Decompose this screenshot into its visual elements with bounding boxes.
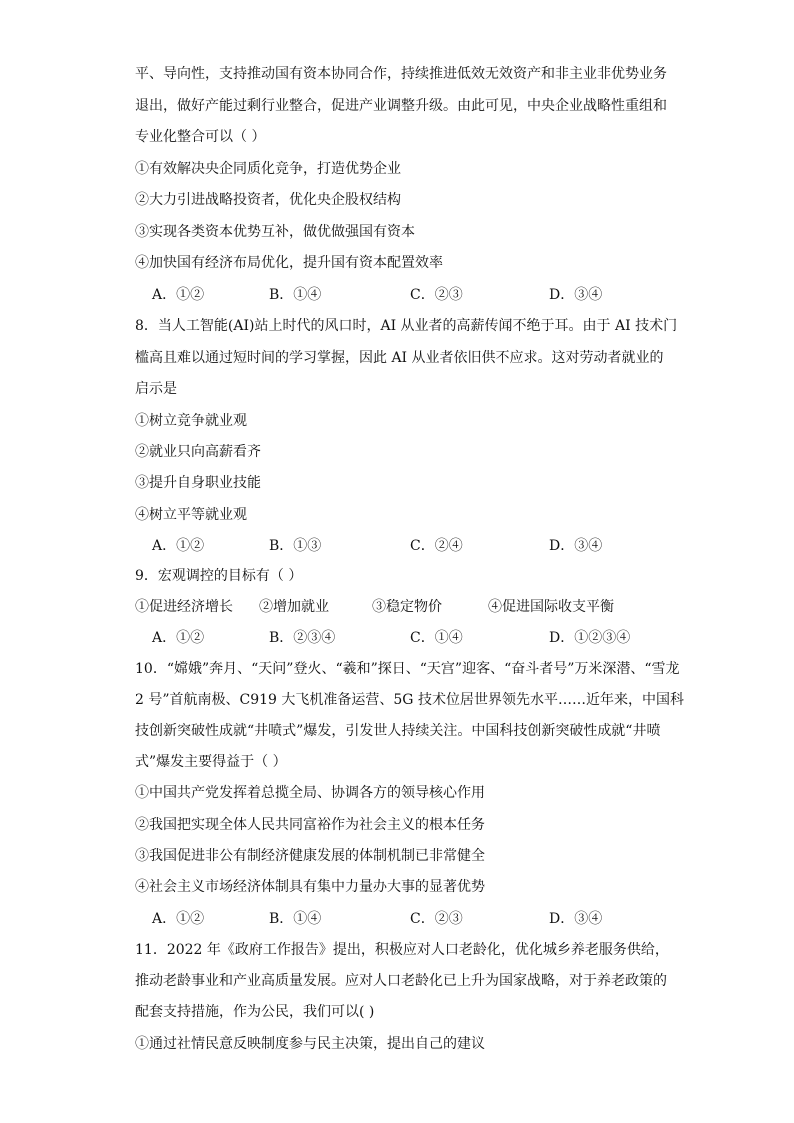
q10-statement-2: ②我国把实现全体人民共同富裕作为社会主义的根本任务 <box>135 817 485 833</box>
q7-statement-3: ③实现各类资本优势互补，做优做强国有资本 <box>135 224 415 240</box>
q7-statement-1: ①有效解决央企同质化竞争，打造优势企业 <box>135 161 401 177</box>
q10-options <box>152 909 672 929</box>
q8-stem-line-2: 槛高且难以通过短时间的学习掌握，因此 AI 从业者依旧供不应求。这对劳动者就业的 <box>135 350 664 366</box>
q8-statement-4: ④树立平等就业观 <box>135 507 247 523</box>
q8-statement-2: ②就业只向高薪看齐 <box>135 444 261 460</box>
q10-statement-3: ③我国促进非公有制经济健康发展的体制机制已非常健全 <box>135 848 485 864</box>
q8-stem-line-3: 启示是 <box>135 381 177 397</box>
q9-option-d[interactable]: D．①②③④ <box>549 630 631 646</box>
q8-option-b[interactable]: B．①③ <box>269 538 322 554</box>
q8-statement-1: ①树立竞争就业观 <box>135 413 247 429</box>
q8-option-c[interactable]: C．②④ <box>410 538 463 554</box>
q10-option-d[interactable]: D．③④ <box>549 911 603 927</box>
q10-statement-4: ④社会主义市场经济体制具有集中力量办大事的显著优势 <box>135 879 485 895</box>
q7-statement-2: ②大力引进战略投资者，优化央企股权结构 <box>135 192 401 208</box>
q7-option-c[interactable]: C．②③ <box>410 287 463 303</box>
q9-statements <box>135 597 655 617</box>
q10-stem-line-1: 10．“嫦娥”奔月、“天问”登火、“羲和”探日、“天宫”迎客、“奋斗者号”万米深潜、“雪龙 <box>135 661 680 677</box>
q8-option-d[interactable]: D．③④ <box>549 538 603 554</box>
q7-stem-line-2: 退出，做好产能过剩行业整合，促进产业调整升级。由此可见，中央企业战略性重组和 <box>135 98 667 114</box>
q7-option-d[interactable]: D．③④ <box>549 287 603 303</box>
q7-stem-line-1: 平、导向性，支持推动国有资本协同合作，持续推进低效无效资产和非主业非优势业务 <box>135 66 667 82</box>
q10-option-a[interactable]: A．①② <box>152 911 205 927</box>
q9-options <box>152 628 672 648</box>
q9-option-b[interactable]: B．②③④ <box>269 630 336 646</box>
q11-stem-line-1: 11．2022 年《政府工作报告》提出，积极应对人口老龄化，优化城乡养老服务供给， <box>135 942 669 958</box>
q8-option-a[interactable]: A．①② <box>152 538 205 554</box>
q7-option-a[interactable]: A．①② <box>152 287 205 303</box>
q9-option-c[interactable]: C．①④ <box>410 630 463 646</box>
q9-statement-3: ③稳定物价 <box>372 599 442 615</box>
q7-statement-4: ④加快国有经济布局优化，提升国有资本配置效率 <box>135 255 443 271</box>
q7-stem-line-3: 专业化整合可以（ ） <box>135 129 266 145</box>
q9-statement-1: ①促进经济增长 <box>135 599 233 615</box>
q8-stem-line-1: 8．当人工智能(AI)站上时代的风口时，AI 从业者的高薪传闻不绝于耳。由于 AI 技术门 <box>135 318 678 334</box>
q10-stem-line-3: 技创新突破性成就“井喷式”爆发，引发世人持续关注。中国科技创新突破性成就“井喷 <box>135 723 661 739</box>
q10-option-c[interactable]: C．②③ <box>410 911 463 927</box>
q10-option-b[interactable]: B．①④ <box>269 911 322 927</box>
q11-stem-line-2: 推动老龄事业和产业高质量发展。应对人口老龄化已上升为国家战略，对于养老政策的 <box>135 973 667 989</box>
q9-option-a[interactable]: A．①② <box>152 630 205 646</box>
q10-stem-line-2: 2 号”首航南极、C919 大飞机准备运营、5G 技术位居世界领先水平……近年来，中国科 <box>135 692 684 708</box>
q11-statement-1: ①通过社情民意反映制度参与民主决策，提出自己的建议 <box>135 1036 485 1052</box>
q8-options <box>152 536 672 556</box>
q10-stem-line-4: 式”爆发主要得益于（ ） <box>135 754 287 770</box>
q8-statement-3: ③提升自身职业技能 <box>135 475 261 491</box>
q10-statement-1: ①中国共产党发挥着总揽全局、协调各方的领导核心作用 <box>135 785 485 801</box>
q7-option-b[interactable]: B．①④ <box>269 287 322 303</box>
q9-stem: 9．宏观调控的目标有（ ） <box>135 568 303 584</box>
q7-options <box>152 285 672 305</box>
q11-stem-line-3: 配套支持措施，作为公民，我们可以( ) <box>135 1004 375 1020</box>
q9-statement-4: ④促进国际收支平衡 <box>488 599 614 615</box>
q9-statement-2: ②增加就业 <box>259 599 329 615</box>
